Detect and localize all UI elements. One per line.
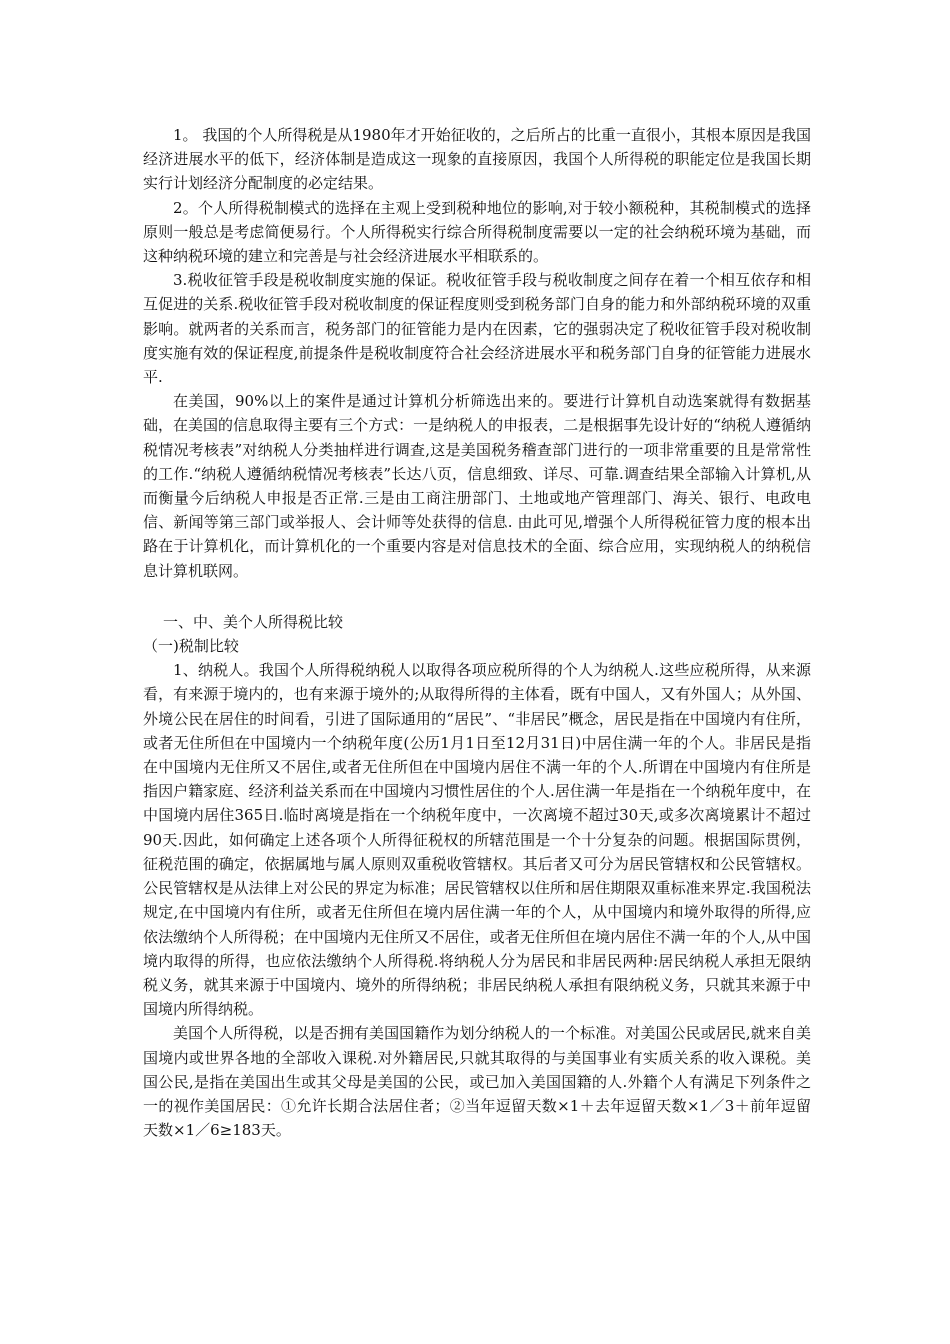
- paragraph-point-1: 1。 我国的个人所得税是从1980年才开始征收的，之后所占的比重一直很小，其根本原因是我国经济进展水平的低下，经济体制是造成这一现象的直接原因，我国个人所得税的职能定位是我国长期实行计划经济分配制度的必定结果。: [143, 126, 811, 193]
- subsection-heading: （一)税制比较: [143, 637, 239, 656]
- section-heading: 一、中、美个人所得税比较: [163, 612, 344, 631]
- document-body: [143, 123, 811, 1142]
- paragraph-taxpayer-china: 1、纳税人。我国个人所得税纳税人以取得各项应税所得的个人为纳税人.这些应税所得，从来源看，有来源于境内的，也有来源于境外的;从取得所得的主体看，既有中国人，又有外国人；从外国、外境公民在居住的时间看，引进了国际通用的“居民”、“非居民”概念，居民是指在中国境内有住所，或者无住所但在中国境内一个纳税年度(公历1月1日至12月31日)中居住满一年的个人。非居民是指在中国境内无住所又不居住,或者无住所但在中国境内居住不满一年的个人.所谓在中国境内有住所是指因户籍家庭、经济利益关系而在中国境内习惯性居住的个人.居住满一年是指在一个纳税年度中，在中国境内居住365日.临时离境是指在一个纳税年度中，一次离境不超过30天,或多次离境累计不超过90天.因此，如何确定上述各项个人所得征税权的所辖范围是一个十分复杂的问题。根据国际贯例，征税范围的确定，依据属地与属人原则双重税收管辖权。其后者又可分为居民管辖权和公民管辖权。公民管辖权是从法律上对公民的界定为标准；居民管辖权以住所和居住期限双重标准来界定.我国税法规定,在中国境内有住所，或者无住所但在境内居住满一年的个人，从中国境内和境外取得的所得,应依法缴纳个人所得税；在中国境内无住所又不居住，或者无住所但在境内居住不满一年的个人,从中国境内取得的所得，也应依法缴纳个人所得税.将纳税人分为居民和非居民两种:居民纳税人承担无限纳税义务，就其来源于中国境内、境外的所得纳税；非居民纳税人承担有限纳税义务，只就其来源于中国境内所得纳税。: [143, 661, 811, 1019]
- paragraph-point-3: 3.税收征管手段是税收制度实施的保证。税收征管手段与税收制度之间存在着一个相互依存和相互促进的关系.税收征管手段对税收制度的保证程度则受到税务部门自身的能力和外部纳税环境的双重影响。就两者的关系而言，税务部门的征管能力是内在因素，它的强弱决定了税收征管手段对税收制度实施有效的保证程度,前提条件是税收制度符合社会经济进展水平和税务部门自身的征管能力进展水平.: [143, 271, 811, 387]
- paragraph-taxpayer-us: 美国个人所得税，以是否拥有美国国籍作为划分纳税人的一个标准。对美国公民或居民,就来自美国境内或世界各地的全部收入课税.对外籍居民,只就其取得的与美国事业有实质关系的收入课税。美国公民,是指在美国出生或其父母是美国的公民，或已加入美国国籍的人.外籍个人有满足下列条件之一的视作美国居民：①允许长期合法居住者；②当年逗留天数×1＋去年逗留天数×1／3＋前年逗留天数×1／6≥183天。: [143, 1024, 811, 1140]
- paragraph-us-audit: 在美国，90%以上的案件是通过计算机分析筛选出来的。要进行计算机自动选案就得有数据基础，在美国的信息取得主要有三个方式：一是纳税人的申报表，二是根据事先设计好的“纳税人遵循纳税情况考核表”对纳税人分类抽样进行调查,这是美国税务稽查部门进行的一项非常重要的且是常常性的工作.“纳税人遵循纳税情况考核表”长达八页，信息细致、详尽、可靠.调查结果全部输入计算机,从而衡量今后纳税人申报是否正常.三是由工商注册部门、土地或地产管理部门、海关、银行、电政电信、新闻等第三部门或举报人、会计师等处获得的信息. 由此可见,增强个人所得税征管力度的根本出路在于计算机化，而计算机化的一个重要内容是对信息技术的全面、综合应用，实现纳税人的纳税信息计算机联网。: [143, 392, 811, 580]
- paragraph-point-2: 2。个人所得税制模式的选择在主观上受到税种地位的影响,对于较小额税种，其税制模式的选择原则一般总是考虑简便易行。个人所得税实行综合所得税制度需要以一定的社会纳税环境为基础，而这种纳税环境的建立和完善是与社会经济进展水平相联系的。: [143, 198, 811, 266]
